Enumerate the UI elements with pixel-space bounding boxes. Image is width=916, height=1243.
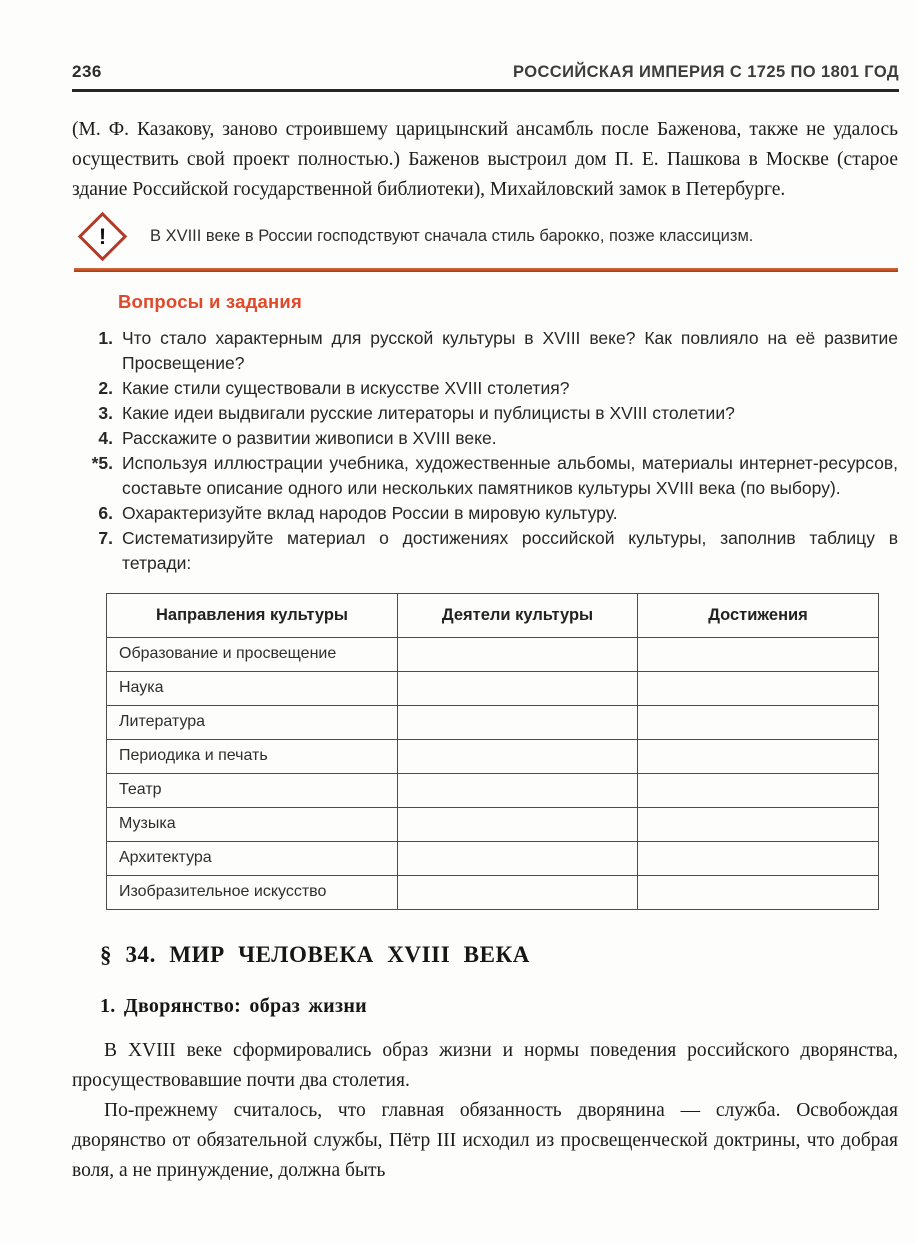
row-label: Литература xyxy=(107,706,398,740)
item-text: Какие стили существовали в искусстве XVIII столетия? xyxy=(122,378,570,398)
row-label: Театр xyxy=(107,774,398,808)
table-cell-empty xyxy=(398,672,638,706)
item-marker: 2. xyxy=(98,378,113,398)
list-item xyxy=(80,451,898,501)
table-row xyxy=(107,706,879,740)
running-header: РОССИЙСКАЯ ИМПЕРИЯ С 1725 ПО 1801 ГОД xyxy=(513,63,899,81)
page-header xyxy=(72,62,899,92)
list-item xyxy=(80,501,898,526)
item-text: Какие идеи выдвигали русские литераторы и публицисты в XVIII столетии? xyxy=(122,403,735,423)
table-cell-empty xyxy=(638,638,879,672)
item-marker: 7. xyxy=(98,528,113,548)
culture-table xyxy=(106,593,879,910)
list-item xyxy=(80,526,898,576)
item-marker: 3. xyxy=(98,403,113,423)
callout-rule xyxy=(74,268,898,272)
table-cell-empty xyxy=(638,774,879,808)
row-label: Образование и просвещение xyxy=(107,638,398,672)
item-text: Охарактеризуйте вклад народов России в мировую культуру. xyxy=(122,503,618,523)
body-paragraph: По-прежнему считалось, что главная обязанность дворянина — служба. Освобождая дворянство от обязательной службы, Пётр III исходил из просвещенческой доктрины, что добрая воля, а не принуждение, должна быть xyxy=(72,1100,898,1181)
table-cell-empty xyxy=(398,706,638,740)
list-item xyxy=(80,376,898,401)
row-label: Изобразительное искусство xyxy=(107,876,398,910)
item-marker: *5. xyxy=(91,453,113,473)
row-label: Наука xyxy=(107,672,398,706)
exclamation-diamond-icon: ! xyxy=(78,212,127,261)
body-paragraph: В XVIII веке сформировались образ жизни и нормы поведения российского дворянства, просуществовавшие почти два столетия. xyxy=(72,1040,898,1091)
item-marker: 4. xyxy=(98,428,113,448)
column-header: Направления культуры xyxy=(107,594,398,638)
item-marker: 6. xyxy=(98,503,113,523)
table-row xyxy=(107,774,879,808)
row-label: Архитектура xyxy=(107,842,398,876)
table-row xyxy=(107,638,879,672)
row-label: Музыка xyxy=(107,808,398,842)
table-cell-empty xyxy=(638,706,879,740)
table-cell-empty xyxy=(638,672,879,706)
row-label: Периодика и печать xyxy=(107,740,398,774)
page-number: 236 xyxy=(72,62,102,81)
section-subheading: 1. Дворянство: образ жизни xyxy=(100,995,367,1017)
item-text: Расскажите о развитии живописи в XVIII веке. xyxy=(122,428,497,448)
section-heading: § 34. МИР ЧЕЛОВЕКА XVIII ВЕКА xyxy=(100,942,531,967)
list-item xyxy=(80,426,898,451)
table-row xyxy=(107,842,879,876)
table-row xyxy=(107,808,879,842)
table-cell-empty xyxy=(638,876,879,910)
column-header: Деятели культуры xyxy=(398,594,638,638)
table-cell-empty xyxy=(638,842,879,876)
item-text: Что стало характерным для русской культуры в XVIII веке? Как повлияло на её развитие Просвещение? xyxy=(122,328,898,373)
list-item xyxy=(80,401,898,426)
item-marker: 1. xyxy=(98,328,113,348)
table-cell-empty xyxy=(638,740,879,774)
list-item xyxy=(80,326,898,376)
item-text: Систематизируйте материал о достижениях российской культуры, заполнив таблицу в тетради: xyxy=(122,528,898,573)
intro-paragraph: (М. Ф. Казакову, заново строившему царицынский ансамбль после Баженова, также не удалось осуществить свой проект полностью.) Баженов выстроил дом П. Е. Пашкова в Москве (старое здание Российской государственной библиотеки), Михайловский замок в Петербурге. xyxy=(72,119,898,200)
table-row xyxy=(107,876,879,910)
table-cell-empty xyxy=(398,808,638,842)
key-fact-callout xyxy=(72,215,900,272)
column-header: Достижения xyxy=(638,594,879,638)
table-cell-empty xyxy=(398,842,638,876)
item-text: Используя иллюстрации учебника, художественные альбомы, материалы интернет-ресурсов, составьте описание одного или нескольких памятников культуры XVIII века (по выбору). xyxy=(122,453,898,498)
questions-list xyxy=(80,326,898,576)
table-header-row xyxy=(107,594,879,638)
key-fact-text: В XVIII веке в России господствуют сначала стиль барокко, позже классицизм. xyxy=(150,227,754,245)
questions-title: Вопросы и задания xyxy=(118,291,302,312)
table-cell-empty xyxy=(638,808,879,842)
table-cell-empty xyxy=(398,740,638,774)
table-cell-empty xyxy=(398,876,638,910)
table-row xyxy=(107,740,879,774)
table-cell-empty xyxy=(398,638,638,672)
table-cell-empty xyxy=(398,774,638,808)
table-row xyxy=(107,672,879,706)
